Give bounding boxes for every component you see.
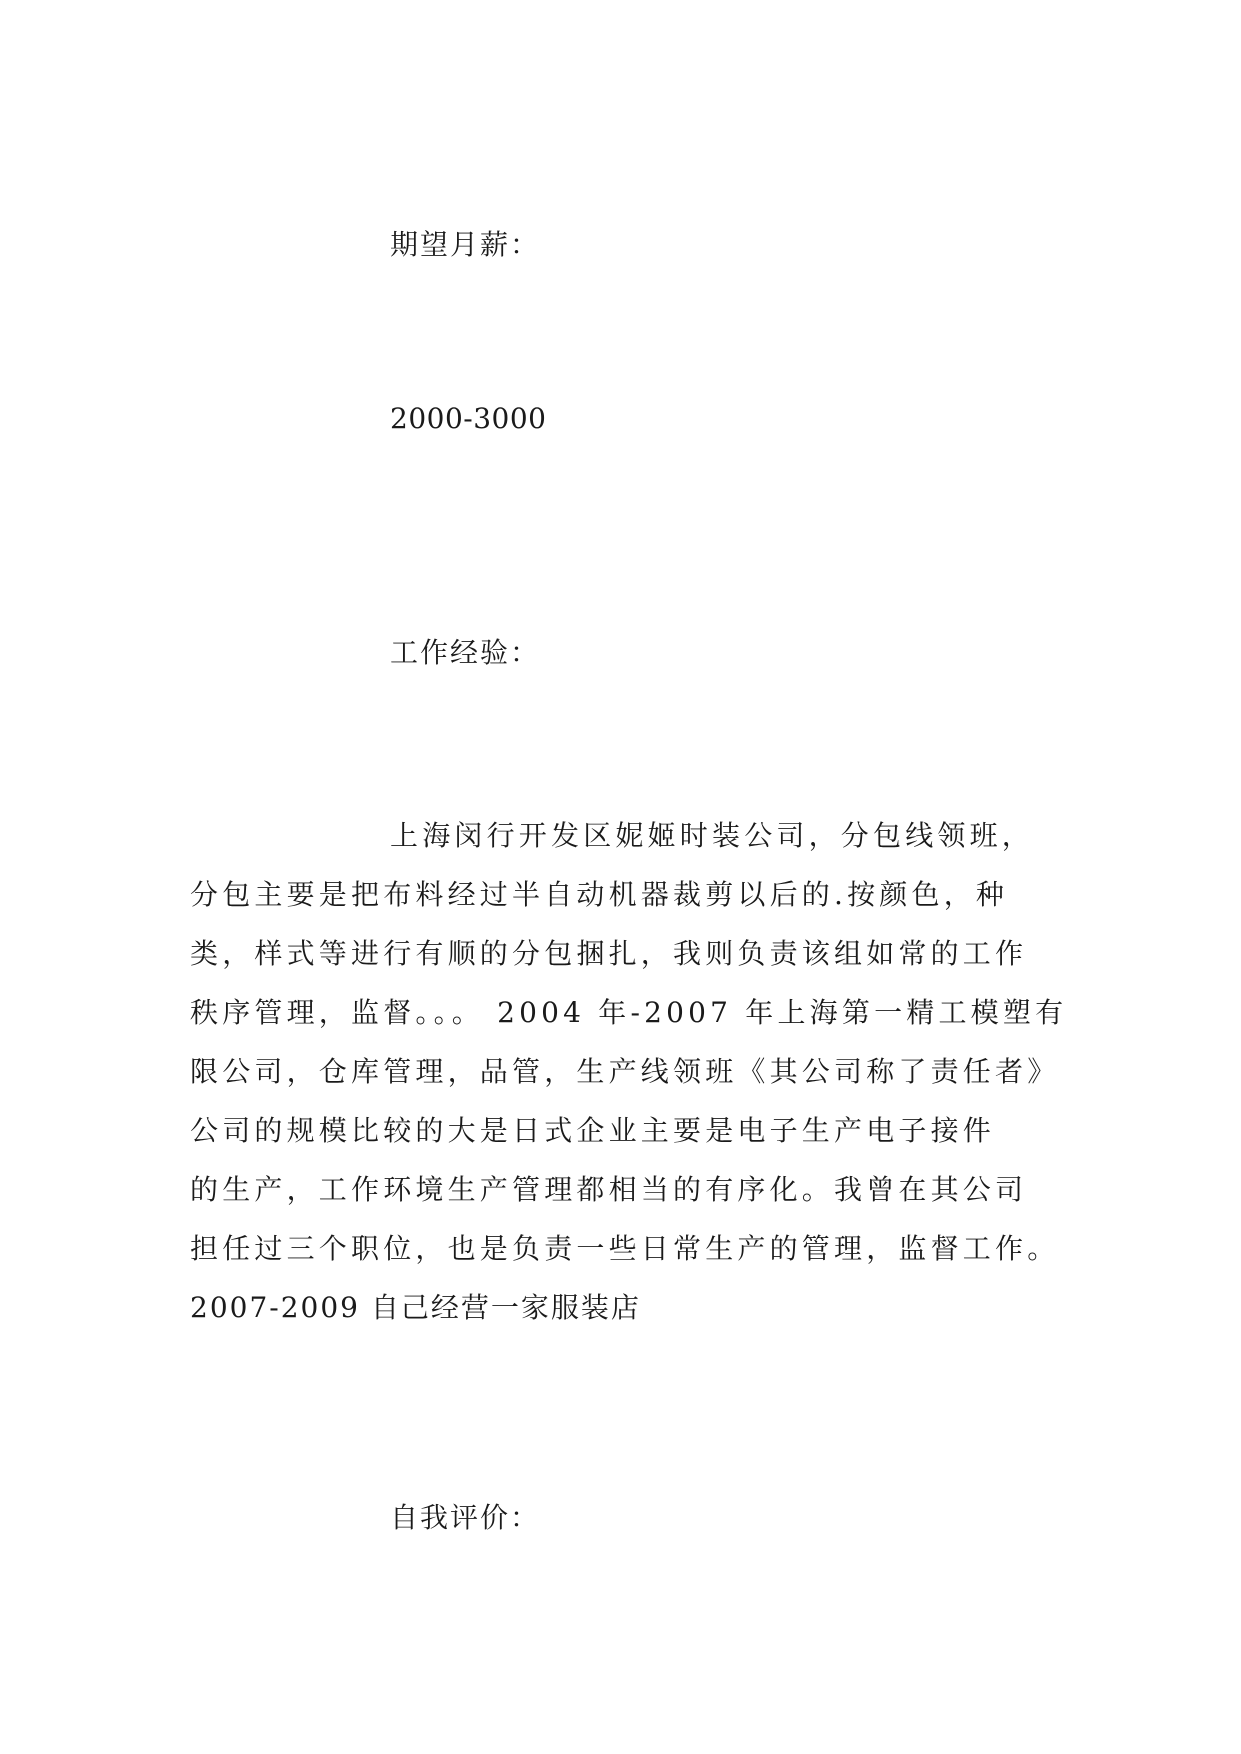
expected-salary-heading: 期望月薪： — [390, 228, 541, 261]
experience-line: 类，样式等进行有顺的分包捆扎，我则负责该组如常的工作 — [190, 937, 1028, 970]
experience-line: 上海闵行开发区妮姬时装公司，分包线领班， — [390, 819, 1035, 852]
work-experience-heading: 工作经验： — [390, 636, 541, 669]
experience-line: 秩序管理，监督。。。 2004 年-2007 年上海第一精工模塑有 — [190, 996, 1068, 1029]
experience-line: 的生产，工作环境生产管理都相当的有序化。我曾在其公司 — [190, 1173, 1028, 1206]
work-experience-paragraph — [190, 806, 1068, 1337]
experience-line: 担任过三个职位，也是负责一些日常生产的管理，监督工作。 — [190, 1232, 1060, 1265]
expected-salary-value: 2000-3000 — [390, 402, 547, 435]
experience-line: 分包主要是把布料经过半自动机器裁剪以后的.按颜色，种 — [190, 878, 1009, 911]
self-evaluation-heading: 自我评价： — [390, 1501, 541, 1534]
experience-line: 限公司，仓库管理，品管，生产线领班《其公司称了责任者》 — [190, 1055, 1060, 1088]
experience-line: 2007-2009 自己经营一家服装店 — [190, 1291, 641, 1324]
experience-line: 公司的规模比较的大是日式企业主要是电子生产电子接件 — [190, 1114, 996, 1147]
